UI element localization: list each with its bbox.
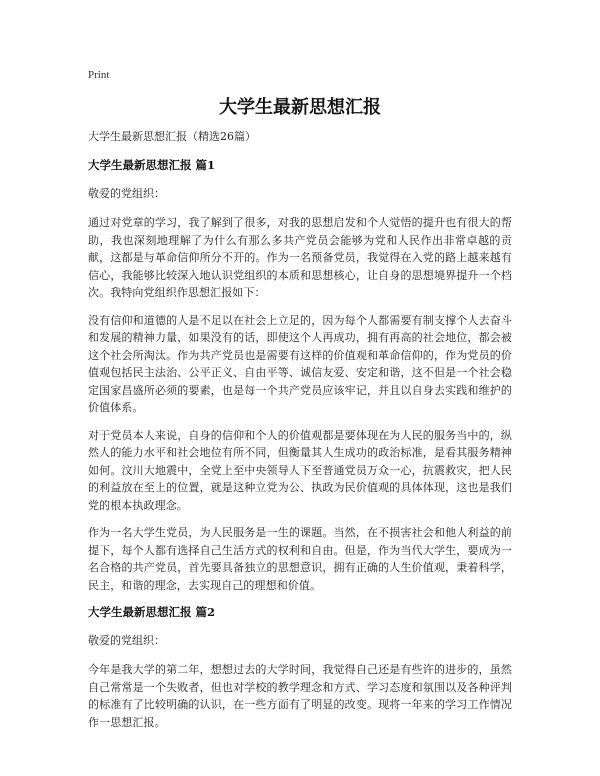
paragraph: 对于党员本人来说，自身的信仰和个人的价值观都是要体现在为人民的服务当中的，纵然人的能力水平和社会地位有所不同，但衡量其人生成功的政治标准，是看其服务精神如何。汶川大地震中，全党上至中央领导人下至普通党员万众一心，抗震救灾，把人民的利益放在至上的位置，就是这种立党为公、执政为民价值观的具体体现，这也是我们党的根本执政理念。 bbox=[88, 428, 512, 512]
document-subtitle: 大学生最新思想汇报（精选26篇） bbox=[88, 130, 256, 143]
paragraph: 今年是我大学的第二年，想想过去的大学时间，我觉得自己还是有些许的进步的，虽然自己常常是一个失败者，但也对学校的教学理念和方式、学习态度和氛围以及各种评判的标准有了比较明确的认识，在一些方面有了明显的改变。现将一年来的学习工作情况作一思想汇报。 bbox=[88, 663, 512, 729]
section-heading: 大学生最新思想汇报 篇1 bbox=[88, 158, 216, 172]
section-greeting: 敬爱的党组织： bbox=[88, 634, 165, 647]
document-title: 大学生最新思想汇报 bbox=[219, 97, 381, 118]
paragraph: 作为一名大学生党员，为人民服务是一生的课题。当然，在不损害社会和他人利益的前提下，每个人都有选择自己生活方式的权利和自由。但是，作为当代大学生，要成为一名合格的共产党员，首先要具备独立的思想意识，拥有正确的人生价值观，秉着科学，民主，和谐的理念，去实现自己的理想和价值。 bbox=[88, 526, 512, 592]
print-link[interactable]: Print bbox=[88, 69, 110, 81]
paragraph: 没有信仰和道德的人是不足以在社会上立足的，因为每个人都需要有制支撑个人去奋斗和发展的精神力量，如果没有的话，即使这个人再成功，拥有再高的社会地位，都会被这个社会所淘汰。作为共产党员也是需要有这样的价值观和革命信仰的，作为党员的价值观包括民主法治、公平正义、自由平等、诚信友爱、安定和谐，这不但是一个社会稳定国家昌盛所必须的要素，也是每一个共产党员应该牢记，并且以自身去实践和维护的价值体系。 bbox=[88, 313, 512, 414]
paragraph: 通过对党章的学习，我了解到了很多，对我的思想启发和个人觉悟的提升也有很大的帮助，我也深刻地理解了为什么有那么多共产党员会能够为党和人民作出非常卓越的贡献，这都是与革命信仰所分不开的。作为一名预备党员，我觉得在入党的路上越来越有信心，我能够比较深入地认识党组织的本质和思想核心，让自身的思想境界提升一个档次。我特向党组织作思想汇报如下： bbox=[88, 216, 512, 299]
section-heading: 大学生最新思想汇报 篇2 bbox=[88, 605, 216, 619]
section-greeting: 敬爱的党组织： bbox=[88, 187, 165, 200]
section-2 bbox=[88, 604, 512, 731]
section-1 bbox=[88, 157, 512, 594]
